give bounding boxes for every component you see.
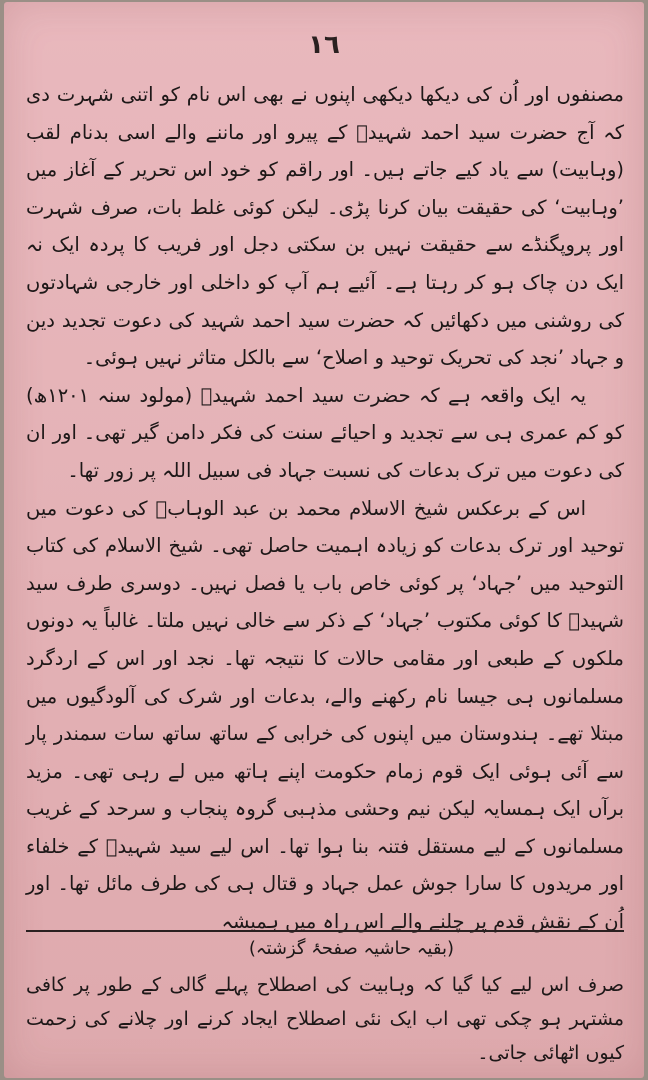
footnote-heading: (بقیہ حاشیہ صفحۂ گزشتہ)	[248, 938, 454, 959]
paragraph-2: یہ ایک واقعہ ہے کہ حضرت سید احمد شہیدؒ (مولود سنہ ۱۲۰۱ھ) کو کم عمری ہی سے تجدید و احیائے سنت کی فکر دامن گیر تھی۔ اور ان کی دعوت میں ترک بدعات کی نسبت جہاد فی سبیل اللہ پر زور تھا۔	[26, 383, 624, 482]
main-text	[26, 76, 624, 941]
paragraph-3: اس کے برعکس شیخ الاسلام محمد بن عبد الوہابؒ کی دعوت میں توحید اور ترک بدعات کو زیادہ اہمیت حاصل تھی۔ شیخ الاسلام کی کتاب التوحید میں ’جہاد‘ پر کوئی خاص باب یا فصل نہیں۔ دوسری طرف سید شہیدؒ کا کوئی مکتوب ’جہاد‘ کے ذکر سے خالی نہیں ملتا۔ غالباً یہ دونوں ملکوں کے طبعی اور مقامی حالات کا نتیجہ تھا۔ نجد اور اس کے اردگرد مسلمانوں ہی جیسا نام رکھنے والے، بدعات اور شرک کی آلودگیوں میں مبتلا تھے۔ ہندوستان میں اپنوں کی خرابی کے ساتھ ساتھ سات سمندر پار سے آئی ہوئی ایک قوم زمام حکومت اپنے ہاتھ میں لے رہی تھی۔ مزید برآں ایک ہمسایہ لیکن نیم وحشی مذہبی گروہ پنجاب و سرحد کے غریب مسلمانوں کے لیے مستقل فتنہ بنا ہوا تھا۔ اس لیے سید شہیدؒ کے خلفاء اور مریدوں کا سارا جوش عمل جہاد و قتال ہی کی طرف مائل تھا۔ اور اُن کے نقش قدم پر چلنے والے اس راہ میں ہمیشہ	[26, 496, 624, 934]
footnote	[26, 968, 624, 1070]
footnote-divider	[26, 930, 624, 932]
paragraph-1: مصنفوں اور اُن کی دیکھا دیکھی اپنوں نے بھی اس نام کو اتنی شہرت دی کہ آج حضرت سید احمد شہیدؒ کے پیرو اور ماننے والے اسی بدنام لقب (وہابیت) سے یاد کیے جاتے ہیں۔ اور راقم کو خود اس تحریر کے آغاز میں ’وہابیت‘ کی حقیقت بیان کرنا پڑی۔ لیکن کوئی غلط بات، صرف شہرت اور پروپگنڈے سے حقیقت نہیں بن سکتی دجل اور فریب کا پردہ ایک نہ ایک دن چاک ہو کر رہتا ہے۔ آئیے ہم آپ کو داخلی اور خارجی شہادتوں کی روشنی میں دکھائیں کہ حضرت سید احمد شہید کی دعوت تجدید دین و جہاد ’نجد کی تحریک توحید و اصلاح‘ سے بالکل متاثر نہیں ہوئی۔	[26, 83, 624, 370]
footnote-paragraph: صرف اس لیے کیا گیا کہ وہابیت کی اصطلاح پہلے گالی کے طور پر کافی مشتہر ہو چکی تھی اب ایک نئی اصطلاح ایجاد کرنے اور چلانے کی زحمت کیوں اٹھائی جاتی۔	[26, 974, 624, 1064]
page-number: ١٦	[308, 30, 340, 60]
book-page	[4, 2, 644, 1078]
